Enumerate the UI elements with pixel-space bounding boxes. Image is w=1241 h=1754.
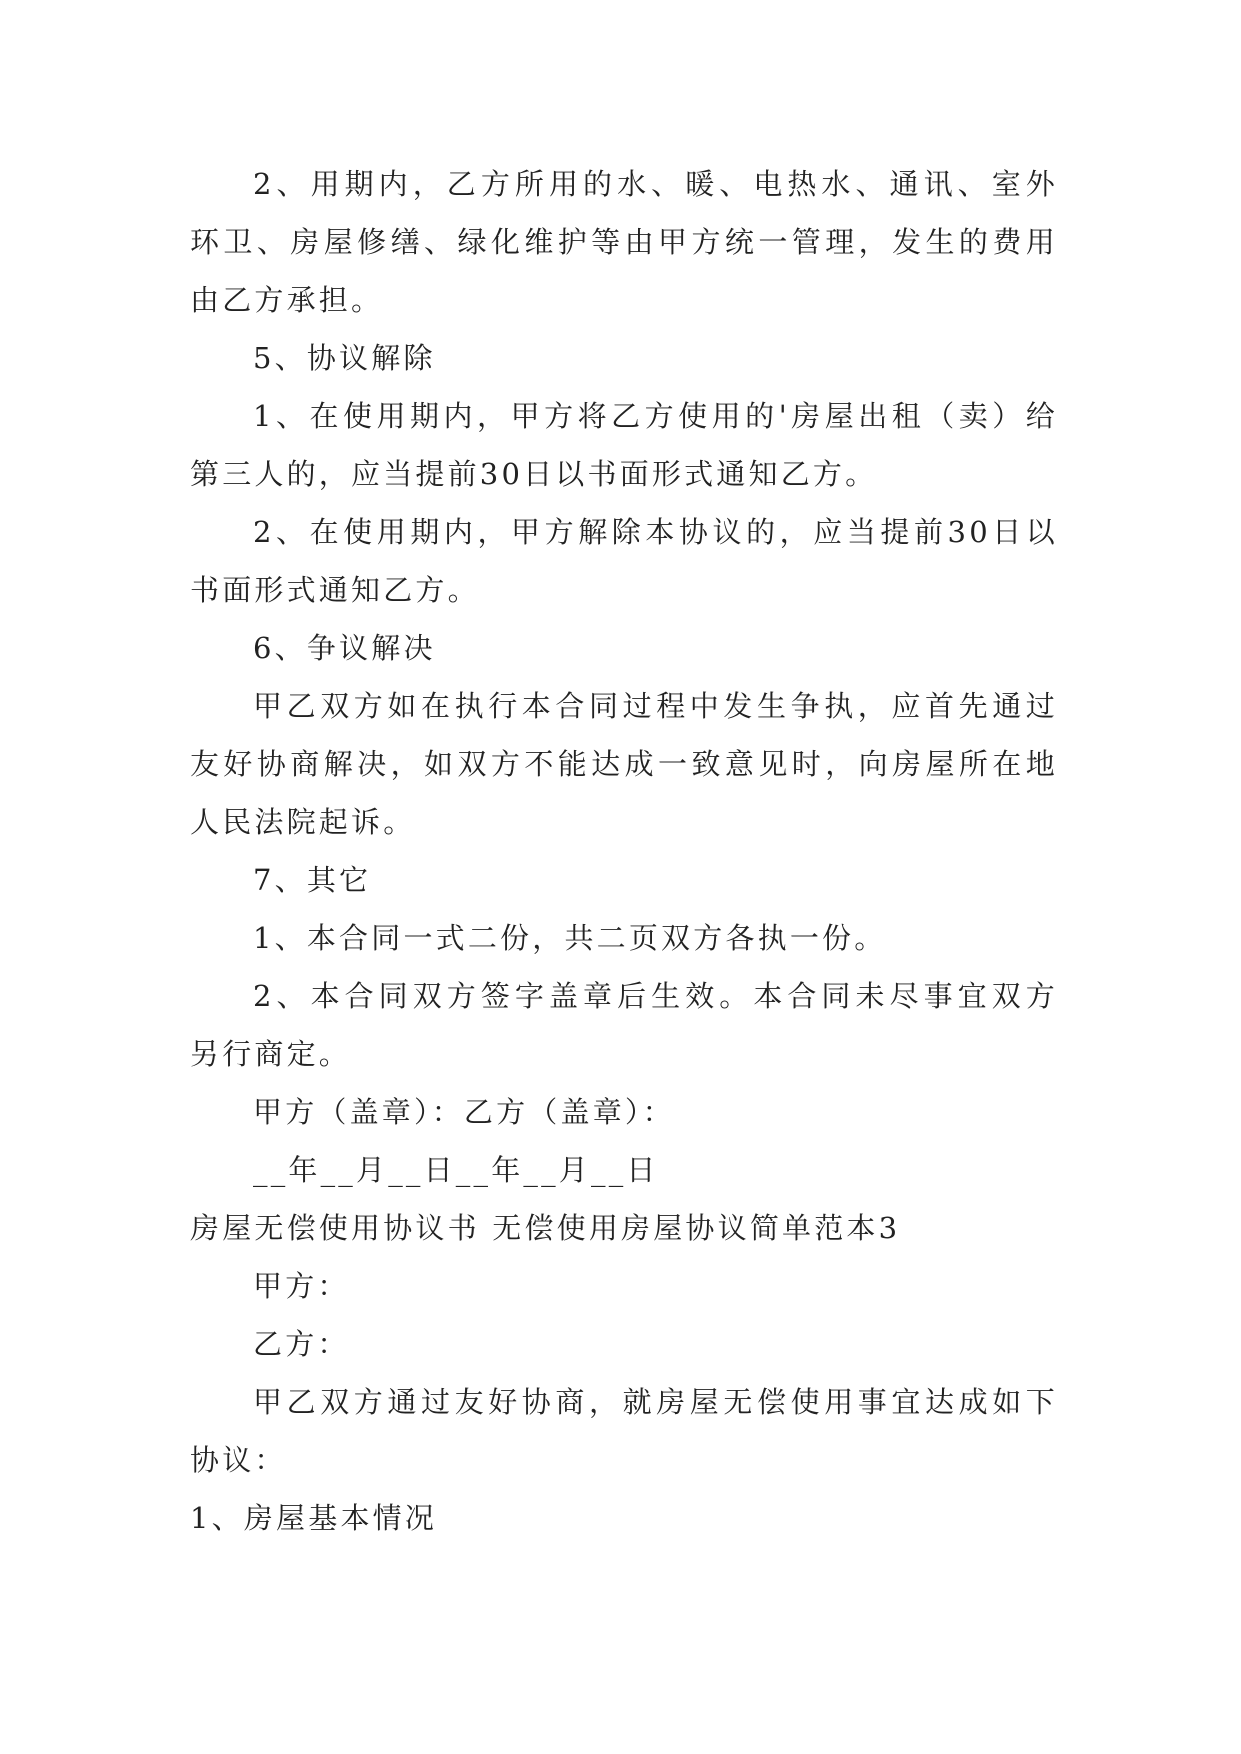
document-title: 房屋无偿使用协议书 无偿使用房屋协议简单范本3 [190, 1211, 901, 1245]
signature-line: 甲方（盖章）：乙方（盖章）： [253, 1095, 675, 1129]
paragraph-line: 由乙方承担。 [190, 283, 384, 317]
paragraph-line: 友好协商解决，如双方不能达成一致意见时，向房屋所在地 [190, 747, 1058, 781]
paragraph-line: 甲乙双方如在执行本合同过程中发生争执，应首先通过 [253, 689, 1058, 723]
paragraph-line: 第三人的，应当提前30日以书面形式通知乙方。 [190, 457, 878, 491]
party-b-line: 乙方： [253, 1327, 350, 1361]
paragraph-line: 1、本合同一式二份，共二页双方各执一份。 [253, 921, 887, 955]
paragraph-line: 协议： [190, 1443, 287, 1477]
paragraph-line: 书面形式通知乙方。 [190, 573, 480, 607]
date-line: __年__月__日__年__月__日 [253, 1153, 659, 1187]
paragraph-line: 2、在使用期内，甲方解除本协议的，应当提前30日以 [253, 515, 1058, 549]
paragraph-line: 甲乙双方通过友好协商，就房屋无偿使用事宜达成如下 [253, 1385, 1058, 1419]
document-body [190, 155, 1058, 1547]
paragraph-line: 2、用期内，乙方所用的水、暖、电热水、通讯、室外 [253, 167, 1058, 201]
paragraph-line: 1、在使用期内，甲方将乙方使用的'房屋出租（卖）给 [253, 399, 1058, 433]
party-a-line: 甲方： [253, 1269, 350, 1303]
section-heading: 1、房屋基本情况 [190, 1501, 438, 1535]
paragraph-line: 人民法院起诉。 [190, 805, 416, 839]
section-heading: 5、协议解除 [253, 341, 436, 375]
paragraph-line: 2、本合同双方签字盖章后生效。本合同未尽事宜双方 [253, 979, 1058, 1013]
paragraph-line: 另行商定。 [190, 1037, 352, 1071]
paragraph-line: 环卫、房屋修缮、绿化维护等由甲方统一管理，发生的费用 [190, 225, 1058, 259]
section-heading: 7、其它 [253, 863, 372, 897]
section-heading: 6、争议解决 [253, 631, 436, 665]
